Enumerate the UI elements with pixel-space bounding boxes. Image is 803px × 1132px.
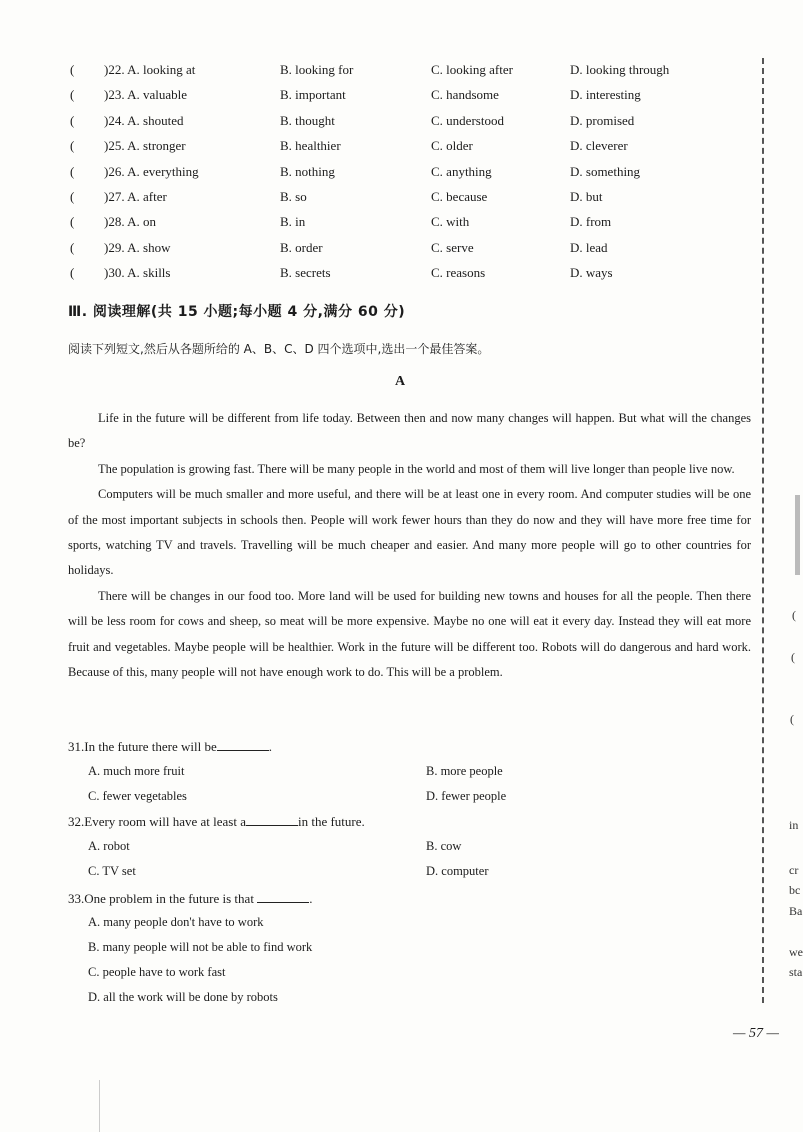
option-b: B. secrets — [280, 265, 331, 281]
option-d: D. lead — [570, 239, 608, 255]
answer-blank — [246, 813, 298, 826]
answer-blank — [217, 738, 269, 751]
answer-paren: ( — [70, 189, 75, 204]
passage-paragraph: There will be changes in our food too. More land will be used for building new towns and houses for all the people. Then there will be less room for cows and sheep, so meat will be more expensive. Maybe no one will eat it every day. Instead they will eat more fruit and vegetables. Maybe people will be healthier. Work in the future will be different too. Robots will do dangerous and hard work. Because of this, many people will not have enough work to do. This will be a problem. — [68, 588, 751, 680]
section-instructions: 阅读下列短文,然后从各题所给的 A、B、C、D 四个选项中,选出一个最佳答案。 — [68, 342, 490, 356]
reading-passage — [68, 406, 751, 685]
answer-paren: ( — [70, 62, 75, 77]
edge-fragment: in — [789, 818, 799, 832]
option-c: C. anything — [431, 163, 492, 179]
margin-line — [99, 1080, 100, 1132]
cloze-question-row — [70, 113, 760, 135]
option-b: B. thought — [280, 112, 335, 128]
cloze-question-row — [70, 62, 760, 84]
option-d: D. all the work will be done by robots — [88, 990, 278, 1004]
edge-fragment: ( — [792, 608, 796, 622]
cloze-question-row — [70, 265, 760, 287]
option-a: A. stronger — [127, 138, 186, 154]
question-number-option-a — [104, 265, 170, 281]
option-d: D. interesting — [570, 87, 641, 103]
option-b: B. so — [280, 189, 307, 204]
option-b: B. in — [280, 214, 306, 230]
option-d: D. promised — [570, 112, 635, 128]
option-b: B. more people — [426, 764, 503, 778]
passage-paragraph: The population is growing fast. There will be many people in the world and most of them will live longer than people live now. — [98, 461, 735, 476]
question-number: )30. — [104, 265, 125, 281]
option-a: A. many people don't have to work — [88, 915, 264, 929]
option-c: C. handsome — [431, 87, 499, 103]
option-b: B. cow — [426, 839, 462, 853]
option-b: B. important — [280, 87, 346, 103]
fold-line — [762, 58, 764, 1003]
option-c: C. reasons — [431, 265, 486, 281]
question-number-option-a — [104, 214, 156, 230]
edge-fragment: ( — [791, 650, 795, 664]
answer-paren: ( — [70, 138, 75, 154]
question-number: )22. — [104, 62, 125, 77]
question-stem-end: in the future. — [297, 814, 365, 829]
question-number-option-a — [104, 62, 195, 78]
question-number-option-a — [104, 189, 167, 205]
question-stem: 31.In the future there will be — [68, 739, 217, 754]
page-number: — 57 — — [733, 1026, 779, 1041]
option-d: D. fewer people — [426, 789, 507, 803]
option-a: A. much more fruit — [88, 764, 185, 778]
option-c: C. understood — [431, 112, 504, 128]
edge-fragment: Ba — [789, 904, 803, 918]
option-c: C. TV set — [88, 864, 136, 878]
option-b: B. looking for — [280, 62, 354, 77]
option-d: D. from — [570, 214, 612, 230]
question-number-option-a — [104, 240, 170, 256]
option-c: C. looking after — [431, 62, 513, 77]
option-a: A. valuable — [127, 87, 188, 103]
passage-paragraph: Life in the future will be different from life today. Between then and now many changes will happen. But what will the changes be? — [68, 411, 751, 451]
question-32 — [68, 813, 365, 830]
cloze-question-row — [70, 240, 760, 262]
question-number: )29. — [104, 239, 125, 255]
question-number: )28. — [104, 214, 125, 230]
option-d: D. ways — [570, 265, 613, 281]
question-number-option-a — [104, 87, 187, 103]
question-stem-end: . — [268, 739, 272, 754]
answer-blank — [257, 890, 309, 903]
cloze-question-row — [70, 214, 760, 236]
answer-paren: ( — [70, 112, 75, 128]
answer-paren: ( — [70, 214, 75, 230]
option-c: C. older — [431, 138, 473, 154]
question-31 — [68, 738, 272, 755]
question-number-option-a — [104, 138, 186, 154]
passage-paragraph: Computers will be much smaller and more useful, and there will be at least one in every room. And computer studies will be one of the most important subjects in schools then. People will work fewer hours than they do now and they will have more free time for sports, watching TV and travels. Travelling will be much cheaper and easier. And many more people will go to other countries for holidays. — [68, 487, 751, 578]
question-stem: 32.Every room will have at least a — [68, 814, 246, 829]
question-number: )25. — [104, 138, 125, 154]
option-a: A. skills — [127, 265, 171, 281]
edge-fragment: cr — [789, 863, 799, 877]
option-a: A. shouted — [127, 112, 184, 128]
edge-fragment: bc — [789, 883, 801, 897]
option-d: D. but — [570, 189, 603, 204]
option-d: D. looking through — [570, 62, 670, 77]
edge-fragment: sta — [789, 965, 803, 979]
answer-paren: ( — [70, 265, 75, 281]
option-a: A. everything — [127, 163, 199, 179]
option-c: C. serve — [431, 239, 474, 255]
answer-paren: ( — [70, 239, 75, 255]
option-c: C. with — [431, 214, 470, 230]
edge-fragment: ( — [790, 712, 794, 726]
question-number: )23. — [104, 87, 125, 103]
question-number: )26. — [104, 163, 125, 179]
question-number-option-a — [104, 164, 199, 180]
cloze-question-row — [70, 189, 760, 211]
question-33 — [68, 890, 312, 907]
cloze-question-row — [70, 164, 760, 186]
option-b: B. order — [280, 239, 323, 255]
option-d: D. computer — [426, 864, 489, 878]
question-stem-end: . — [309, 891, 313, 906]
option-c: C. because — [431, 189, 488, 204]
answer-paren: ( — [70, 87, 75, 103]
option-d: D. something — [570, 163, 641, 179]
section-title: Ⅲ. 阅读理解(共 15 小题;每小题 4 分,满分 60 分) — [68, 304, 406, 320]
option-a: A. on — [127, 214, 157, 230]
option-b: B. many people will not be able to find work — [88, 940, 313, 954]
passage-label: A — [394, 374, 406, 389]
cloze-question-row — [70, 138, 760, 160]
edge-fragment: we — [789, 945, 803, 959]
question-number: )24. — [104, 112, 125, 128]
option-b: B. nothing — [280, 163, 335, 179]
option-a: A. after — [127, 189, 167, 204]
answer-paren: ( — [70, 163, 75, 179]
option-a: A. looking at — [127, 62, 196, 77]
question-stem: 33.One problem in the future is that — [68, 891, 254, 906]
question-number: )27. — [104, 189, 125, 204]
option-a: A. robot — [88, 839, 130, 853]
option-b: B. healthier — [280, 138, 341, 154]
edge-shadow — [795, 495, 800, 575]
option-c: C. people have to work fast — [88, 965, 226, 979]
cloze-question-row — [70, 87, 760, 109]
option-a: A. show — [127, 239, 171, 255]
option-d: D. cleverer — [570, 138, 628, 154]
option-c: C. fewer vegetables — [88, 789, 187, 803]
question-number-option-a — [104, 113, 183, 129]
